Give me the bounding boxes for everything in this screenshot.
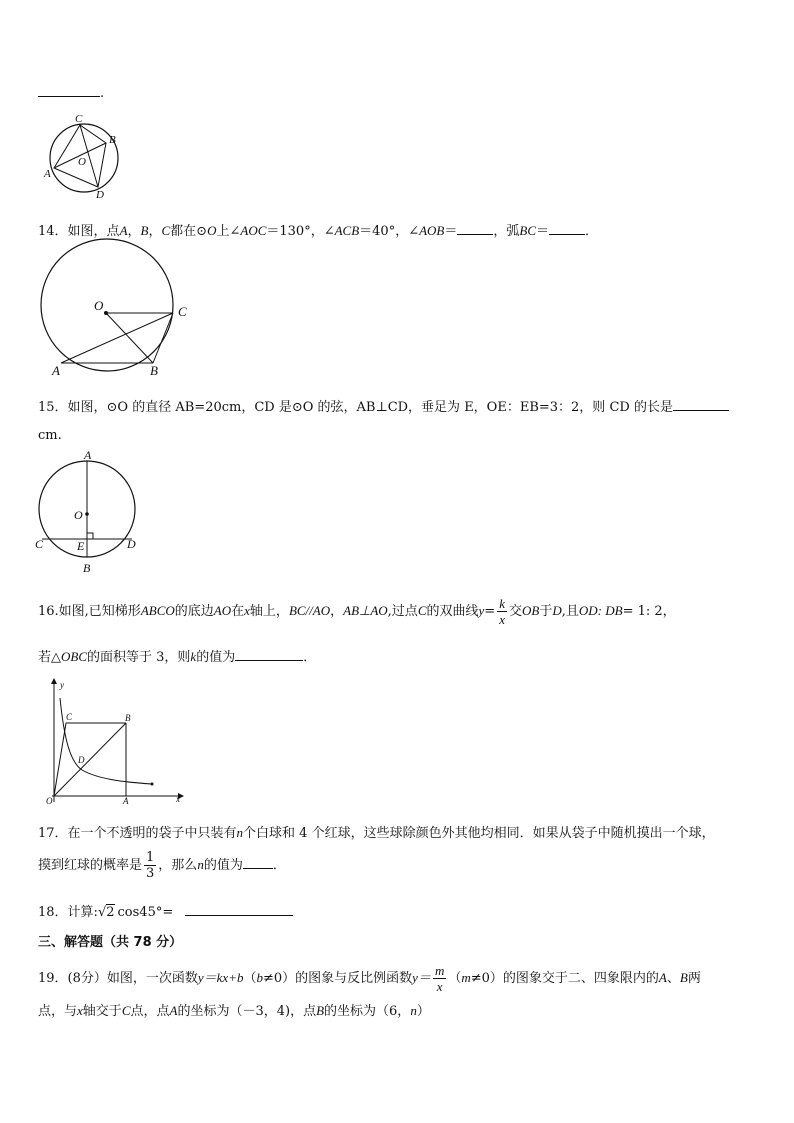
- q16-var: x: [244, 603, 250, 618]
- q16-text: 16.如图,已知梯形: [38, 604, 141, 619]
- q16-var: y: [478, 603, 485, 618]
- q16-frac-num: k: [499, 596, 505, 611]
- fig15-label-b: B: [83, 561, 91, 575]
- q16-text: 于: [539, 604, 553, 619]
- q16-var: BC//AO: [288, 603, 331, 618]
- fig16-label-c: C: [66, 712, 73, 722]
- q14-number: 14．: [38, 224, 68, 239]
- q16-fraction-k-over-x: [497, 596, 507, 627]
- fig16-label-d: D: [78, 755, 85, 765]
- fig14-label-o: O: [94, 298, 104, 313]
- q17-text: 个白球和 4 个红球，这些球除颜色外其他均相同．如果从袋子中随机摸出一个球，: [243, 826, 715, 841]
- fig13-label-b: B: [109, 134, 116, 146]
- q14-var: AOC: [240, 223, 267, 238]
- q19-var: n: [410, 1003, 417, 1018]
- q19-frac-den: x: [436, 979, 443, 994]
- q16-var: k: [190, 649, 197, 664]
- q14-answer-blank-1: [457, 222, 493, 235]
- sqrt-symbol: √: [97, 905, 107, 920]
- fig14-label-a: A: [52, 363, 60, 378]
- q14-text: ，: [127, 224, 141, 239]
- q14-text: 上∠: [216, 224, 241, 239]
- fig15-label-c: C: [35, 537, 44, 551]
- q17-text: ，那么: [158, 858, 198, 873]
- fig13-label-d: D: [96, 189, 104, 201]
- q14-var: C: [161, 223, 171, 238]
- q17-text: 17．在一个不透明的袋子中只装有: [38, 826, 237, 841]
- period: .: [100, 86, 105, 101]
- fig14-label-b: B: [150, 363, 158, 378]
- answer-blank: [38, 84, 100, 97]
- q14-var: BC: [519, 223, 537, 238]
- q19-text: 的坐标为（6，: [324, 1004, 411, 1019]
- q19-var: C: [121, 1003, 131, 1018]
- q15-answer-blank: [673, 398, 729, 411]
- q19-text: 的坐标为（－3，4)，点: [177, 1004, 317, 1019]
- q19-fraction-m-over-x: [433, 963, 446, 994]
- q19-text: 轴交于: [82, 1004, 122, 1019]
- question-18: [38, 901, 293, 920]
- q14-text: ＝: [444, 224, 458, 239]
- q17-frac-den: 3: [146, 866, 155, 881]
- q14-text: ＝: [536, 224, 550, 239]
- q16-var: OD: DB: [578, 603, 623, 618]
- q19-var: y＝kx+b: [197, 970, 244, 985]
- q14-var: ACB: [334, 223, 360, 238]
- q16-text: 的双曲线: [426, 604, 479, 619]
- fig15-label-o: O: [74, 508, 83, 522]
- q19-frac-num: m: [434, 963, 445, 978]
- q16-text: = 1: 2，: [622, 604, 676, 619]
- q14-text: ．: [585, 224, 599, 239]
- fig13-label-a: A: [44, 168, 51, 180]
- q16-text: ．: [303, 650, 317, 665]
- q19-text: ≠0）的图象交于二、四象限内的: [470, 971, 659, 986]
- q19-text: ）: [416, 1004, 430, 1019]
- q17-var: n: [236, 825, 244, 840]
- figure-13-circle-quadrilateral: [40, 115, 130, 200]
- q16-var: OBC: [61, 649, 87, 664]
- q14-text: ，: [148, 224, 162, 239]
- q15-unit-text: cm.: [38, 428, 62, 443]
- q15-text: 15．如图，⊙O 的直径 AB=20cm，CD 是⊙O 的弦，AB⊥CD，垂足为 E，OE：EB=3：2，则 CD 的长是: [38, 400, 673, 415]
- fig16-label-b: B: [125, 713, 131, 723]
- q16-var: AO: [213, 603, 232, 618]
- q14-text: ，弧: [493, 224, 520, 239]
- question-14: [38, 220, 598, 239]
- q19-var: B: [679, 970, 688, 985]
- question-15-unit: [38, 428, 62, 443]
- q19-text: 19．(8分）如图，一次函数: [38, 971, 198, 986]
- fig15-label-d: D: [127, 537, 136, 551]
- question-19-line2: [38, 1000, 430, 1019]
- q16-frac-den: x: [499, 612, 505, 627]
- q17-fraction-one-third: [144, 850, 156, 881]
- q17-text: 的值为: [203, 858, 243, 873]
- q14-var: B: [140, 223, 149, 238]
- q14-text: ＝40°，∠: [359, 224, 420, 239]
- question-19: [38, 963, 701, 994]
- q16-var: ABCO: [140, 603, 175, 618]
- fig15-right-angle-mark: [87, 533, 93, 539]
- q17-frac-num: 1: [146, 850, 155, 865]
- q19-var: A: [169, 1003, 178, 1018]
- q16-answer-blank: [235, 648, 303, 661]
- previous-answer-line: [38, 84, 104, 101]
- q16-var: AB⊥AO: [343, 603, 388, 618]
- q17-text: ．: [272, 858, 286, 873]
- q19-var: A: [658, 970, 667, 985]
- figure-15-circle-chord: [33, 450, 143, 578]
- fig14-line-ob: [106, 313, 153, 363]
- q14-text: 都在⊙: [170, 224, 208, 239]
- q16-text: 的底边: [174, 604, 214, 619]
- fig16-endpoint-dot: [151, 783, 154, 786]
- q19-text: 、: [666, 971, 680, 986]
- q16-text: 若△: [38, 650, 61, 665]
- q14-var: A: [119, 223, 128, 238]
- q18-answer-blank: [185, 903, 293, 916]
- fig14-label-c: C: [178, 304, 187, 319]
- fig16-label-o: O: [46, 796, 53, 806]
- fig14-circle: [41, 239, 173, 371]
- figure-14-circle-triangle: [36, 243, 196, 378]
- q19-text: 点，与: [38, 1004, 78, 1019]
- q16-text: 交: [508, 604, 522, 619]
- fig14-center-dot: [104, 311, 108, 315]
- q16-var: C: [417, 603, 427, 618]
- q16-var: OB: [521, 603, 540, 618]
- q14-text: 如图，点: [67, 224, 120, 239]
- q16-text: ,过点: [387, 604, 418, 619]
- fig16-hyperbola: [60, 698, 152, 784]
- q14-var: AOB: [419, 223, 445, 238]
- q17-answer-blank: [243, 856, 273, 869]
- q16-var: D: [552, 603, 562, 618]
- q16-text: 轴上，: [249, 604, 289, 619]
- q19-text: 两: [687, 971, 701, 986]
- q16-text: =: [484, 604, 496, 619]
- q14-answer-blank-2: [549, 222, 585, 235]
- question-17: [38, 822, 715, 841]
- fig15-label-a: A: [84, 448, 92, 462]
- q19-var: m: [461, 970, 471, 985]
- q17-var: n: [197, 857, 204, 872]
- q16-text: 的面积等于 3，则: [87, 650, 191, 665]
- q17-text: 摸到红球的概率是: [38, 858, 143, 873]
- q19-var: B: [316, 1003, 325, 1018]
- q19-var: y＝: [412, 970, 431, 985]
- q19-text: 点，点: [130, 1004, 170, 1019]
- fig15-label-e: E: [77, 539, 85, 553]
- q18-text: cos45°=: [117, 905, 174, 920]
- fig16-label-x: x: [176, 794, 180, 804]
- fig16-label-a: A: [123, 796, 129, 806]
- fig13-label-c: C: [75, 113, 83, 125]
- fig15-center-dot: [85, 512, 89, 516]
- q14-text: ＝130°，∠: [266, 224, 335, 239]
- fig16-y-arrow: [51, 678, 57, 684]
- section-heading: 三、解答题（共 78 分）: [38, 935, 183, 950]
- q19-text: （: [243, 971, 257, 986]
- q16-text: 在: [231, 604, 245, 619]
- question-15: [38, 396, 729, 415]
- question-16-line2: [38, 646, 316, 665]
- question-17-line2: [38, 850, 286, 881]
- q16-text: ,且: [561, 604, 579, 619]
- fig16-label-y: y: [60, 680, 64, 690]
- fig13-label-o: O: [78, 156, 86, 168]
- q18-text: 18．计算:: [38, 905, 98, 920]
- q19-text: （: [448, 971, 462, 986]
- q19-var: b: [256, 970, 263, 985]
- q19-var: x: [77, 1003, 83, 1018]
- q16-text: ，: [330, 604, 344, 619]
- q16-text: 的值为: [196, 650, 236, 665]
- figure-16-trapezoid-hyperbola: [40, 676, 190, 806]
- q18-radicand: 2: [106, 905, 115, 920]
- q19-text: ≠0）的图象与反比例函数: [263, 971, 413, 986]
- question-16: [38, 596, 676, 627]
- q14-var: O: [207, 223, 217, 238]
